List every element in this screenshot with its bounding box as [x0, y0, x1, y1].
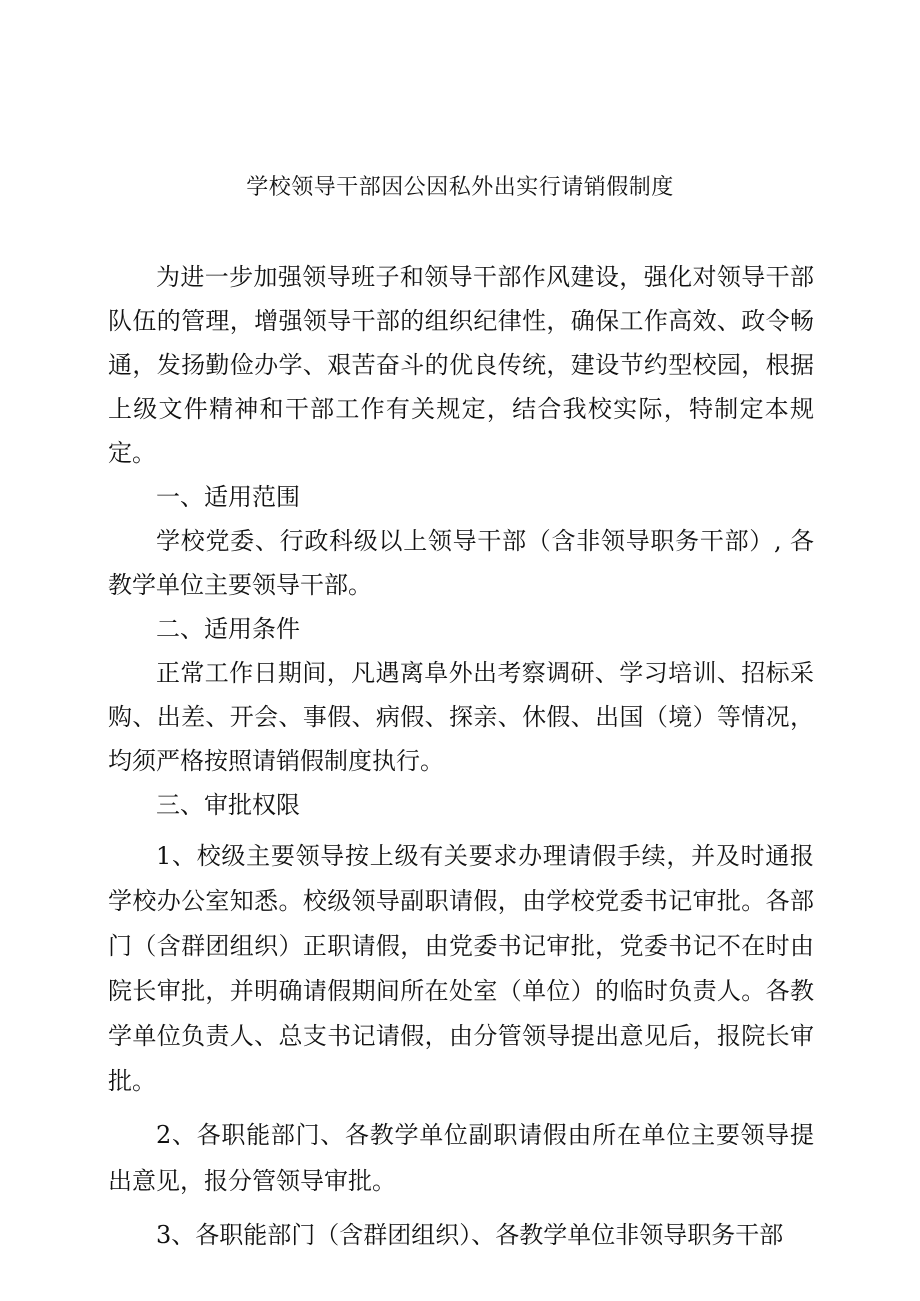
intro-paragraph: 为进一步加强领导班子和领导干部作风建设，强化对领导干部队伍的管理，增强领导干部的组织纪律性，确保工作高效、政令畅通，发扬勤俭办学、艰苦奋斗的优良传统，建设节约型校园，根据上级文件精神和干部工作有关规定，结合我校实际，特制定本规定。	[108, 263, 814, 467]
section-body-scope: 学校党委、行政科级以上领导干部（含非领导职务干部）, 各教学单位主要领导干部。	[108, 527, 814, 599]
authority-item-3: 3、各职能部门（含群团组织）、各教学单位非领导职务干部	[156, 1221, 784, 1249]
authority-item-2: 2、各职能部门、各教学单位副职请假由所在单位主要领导提出意见，报分管领导审批。	[108, 1121, 814, 1195]
section-heading-conditions: 二、适用条件	[156, 615, 300, 643]
authority-item-1: 1、校级主要领导按上级有关要求办理请假手续，并及时通报学校办公室知悉。校级领导副职请假，由学校党委书记审批。各部门（含群团组织）正职请假，由党委书记审批，党委书记不在时由院长审批，并明确请假期间所在处室（单位）的临时负责人。各教学单位负责人、总支书记请假，由分管领导提出意见后，报院长审批。	[108, 842, 814, 1095]
section-heading-authority: 三、审批权限	[156, 791, 300, 819]
document-title: 学校领导干部因公因私外出实行请销假制度	[246, 175, 674, 200]
section-heading-scope: 一、适用范围	[156, 483, 300, 511]
section-body-conditions: 正常工作日期间，凡遇离阜外出考察调研、学习培训、招标采购、出差、开会、事假、病假、探亲、休假、出国（境）等情况，均须严格按照请销假制度执行。	[108, 659, 814, 775]
document-body	[108, 255, 814, 1258]
